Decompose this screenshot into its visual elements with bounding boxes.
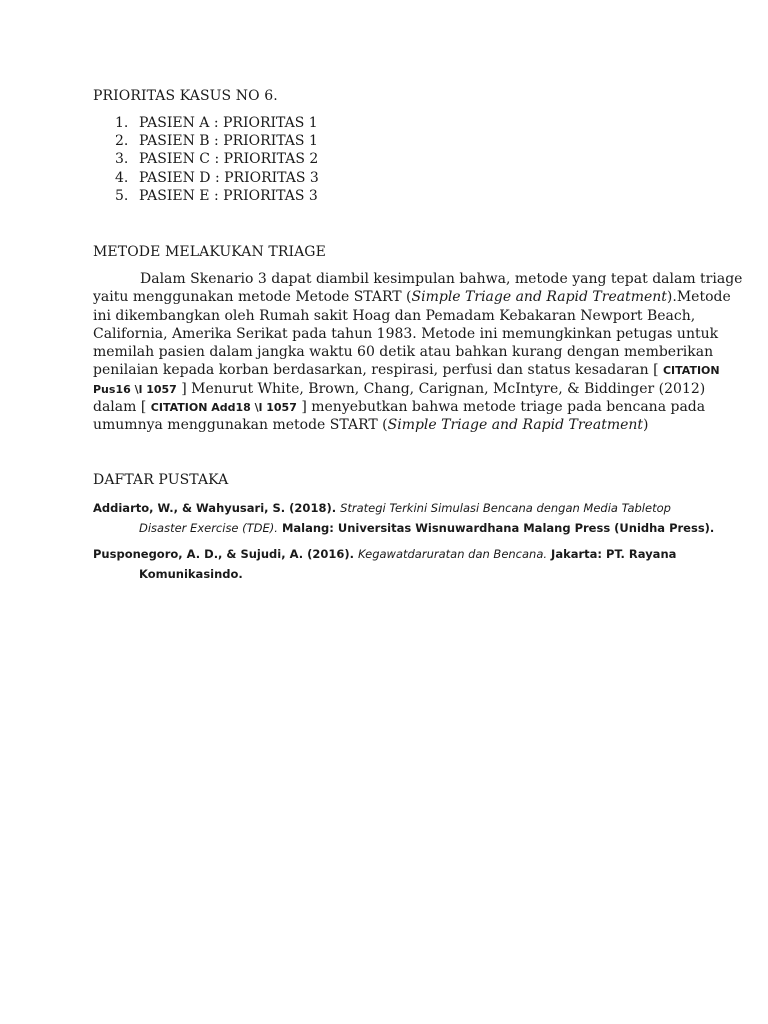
reference-publisher: Malang: Universitas Wisnuwardhana Malang Press (Unidha Press).	[277, 521, 715, 535]
document-page: PRIORITAS KASUS NO 6. 1. PASIEN A : PRIORITAS 1 2. PASIEN B : PRIORITAS 1 3. PASIEN C : PRIORITAS 2 4. PASIEN D : PRIORITAS 3 5. PASIEN E : PRIORITAS 3 METODE MELAKUKAN TRIAGE Dalam Skenario 3 dapat diambil kesimpulan bahwa, metode yang tepat dalam triage yaitu menggunakan metode Metode START (Simple Triage and Rapid Treatment).Metode ini dikembangkan oleh Rumah sakit Hoag dan Pemadam Kebakaran Newport Beach, California, Amerika Serikat pada tahun 1983. Metode ini memungkinkan petugas untuk memilah pasien dalam jangka waktu 60 detik atau bahkan kurang dengan memberikan penilaian kepada korban berdasarkan, respirasi, perfusi dan status kesadaran [ CITATION Pus16 \l 1057 ] Menurut White, Brown, Chang, Carignan, McIntyre, & Biddinger (2012) dalam [ CITATION Add18 \l 1057 ] menyebutkan bahwa metode triage pada bencana pada umumnya menggunakan metode START (Simple Triage and Rapid Treatment) DAFTAR PUSTAKA Addiarto, W., & Wahyusari, S. (2018). Strategi Terkini Simulasi Bencana dengan Media Tabletop Disaster Exercise (TDE). Malang: Universitas Wisnuwardhana Malang Press (Unidha Press). Pusponegoro, A. D., & Sujudi, A. (2016). Kegawatdaruratan dan Bencana. Jakarta: PT. Rayana Komunikasindo.	[0, 0, 768, 1024]
paragraph-line: ini dikembangkan oleh Rumah sakit Hoag dan Pemadam Kebakaran Newport Beach,	[93, 307, 696, 324]
reference-title: Disaster Exercise (TDE).	[139, 521, 278, 535]
paragraph-line: Pus16 \l 1057 ] Menurut White, Brown, Chang, Carignan, McIntyre, & Biddinger (2012)	[93, 380, 706, 397]
italic-term: Simple Triage and Rapid Treatment	[387, 417, 644, 434]
paragraph-line: dalam [ CITATION Add18 \l 1057 ] menyebutkan bahwa metode triage pada bencana pada	[93, 399, 706, 416]
reference-title: Kegawatdaruratan dan Bencana.	[357, 547, 548, 561]
reference-publisher: Komunikasindo.	[139, 567, 243, 581]
section-title-daftar-pustaka: DAFTAR PUSTAKA	[93, 472, 229, 488]
citation-field: Pus16 \l 1057	[93, 382, 177, 396]
paragraph-line: penilaian kepada korban berdasarkan, respirasi, perfusi dan status kesadaran [ CITATION	[93, 362, 720, 379]
body-paragraph	[93, 270, 743, 435]
paragraph-line: California, Amerika Serikat pada tahun 1983. Metode ini memungkinkan petugas untuk	[93, 325, 719, 342]
italic-term: Simple Triage and Rapid Treatment	[411, 289, 667, 306]
reference-publisher: Jakarta: PT. Rayana	[547, 547, 677, 561]
section-title-metode: METODE MELAKUKAN TRIAGE	[93, 244, 326, 260]
paragraph-line: memilah pasien dalam jangka waktu 60 detik atau bahkan kurang dengan memberikan	[93, 344, 714, 361]
citation-field: CITATION Add18 \l 1057	[150, 401, 297, 415]
reference-authors: Addiarto, W., & Wahyusari, S. (2018).	[93, 501, 341, 515]
paragraph-line: Dalam Skenario 3 dapat diambil kesimpulan bahwa, metode yang tepat dalam triage	[140, 271, 743, 287]
paragraph-line: umumnya menggunakan metode START (Simple Triage and Rapid Treatment)	[93, 417, 649, 434]
reference-entry	[93, 498, 715, 538]
reference-entry	[93, 544, 693, 584]
paragraph-line: yaitu menggunakan metode Metode START (Simple Triage and Rapid Treatment).Metode	[93, 289, 731, 306]
reference-authors: Pusponegoro, A. D., & Sujudi, A. (2016).	[93, 547, 358, 561]
section-title-prioritas: PRIORITAS KASUS NO 6.	[93, 88, 278, 104]
citation-field: CITATION	[662, 364, 720, 378]
reference-title: Strategi Terkini Simulasi Bencana dengan Media Tabletop	[340, 501, 671, 515]
